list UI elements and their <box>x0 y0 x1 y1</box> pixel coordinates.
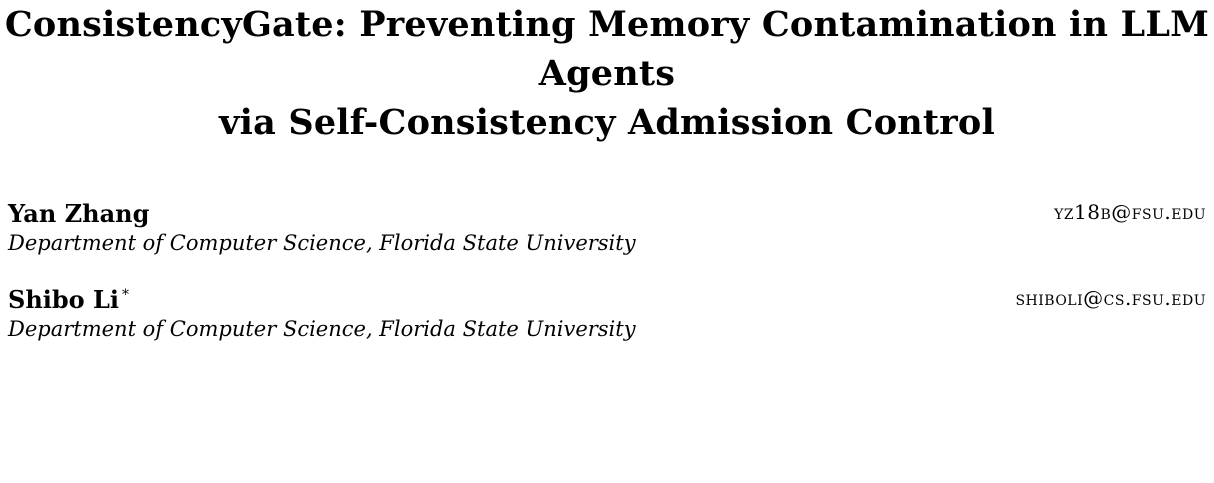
author-email[interactable]: yz18b@fsu.edu <box>1054 200 1206 224</box>
author-corresponding-marker: * <box>122 287 130 303</box>
paper-title <box>0 0 1214 147</box>
author-block <box>8 278 1206 342</box>
author-name-text: Shibo Li <box>8 285 120 314</box>
author-block <box>8 192 1206 256</box>
author-name <box>8 192 152 231</box>
title-line: via Self-Consistency Admission Control <box>219 102 995 143</box>
title-line: ConsistencyGate: Preventing Memory Contamination in LLM <box>4 4 1210 45</box>
author-affiliation: Department of Computer Science, Florida State University <box>8 317 636 341</box>
author-name <box>8 278 129 317</box>
author-email[interactable]: shiboli@cs.fsu.edu <box>1015 286 1206 310</box>
author-name-text: Yan Zhang <box>8 199 150 228</box>
title-line: Agents <box>538 53 676 94</box>
author-affiliation: Department of Computer Science, Florida State University <box>8 231 636 255</box>
